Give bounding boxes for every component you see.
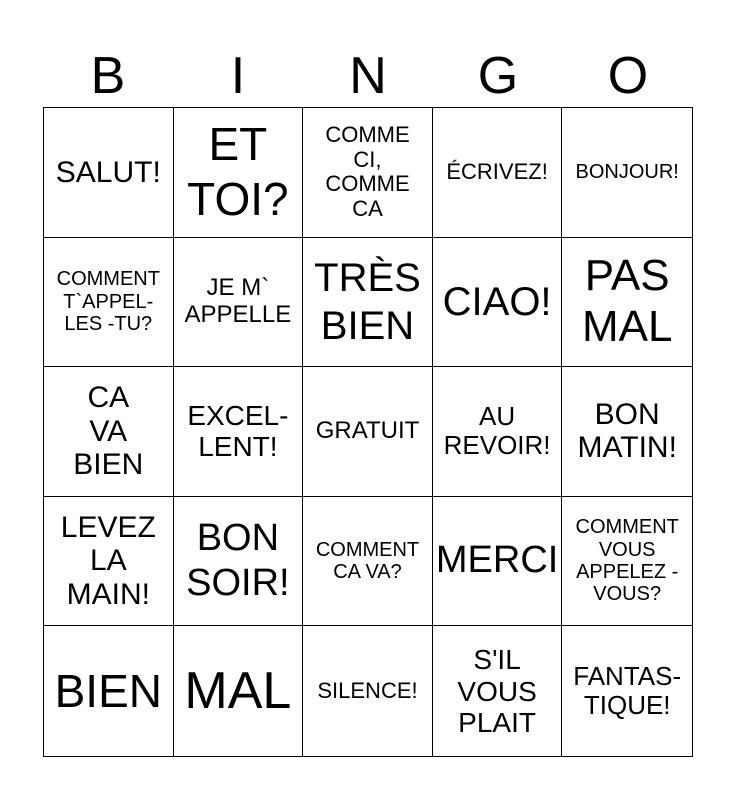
- cell-text: BONJOUR!: [575, 161, 679, 184]
- cell-text: AU REVOIR!: [443, 401, 551, 461]
- cell-text: CIAO!: [442, 279, 552, 324]
- bingo-cell[interactable]: [433, 497, 563, 627]
- cell-text: COMMENT CA VA?: [315, 538, 420, 584]
- cell-text: ET TOI?: [187, 118, 289, 226]
- header-letter-i: I: [230, 47, 246, 105]
- bingo-header: [43, 46, 693, 106]
- cell-text: S'IL VOUS PLAIT: [457, 644, 537, 738]
- cell-text: CA VA BIEN: [73, 381, 144, 482]
- cell-text: MERCI: [435, 539, 559, 582]
- bingo-cell[interactable]: [303, 108, 433, 238]
- bingo-cell[interactable]: [174, 367, 304, 497]
- cell-text: PAS MAL: [581, 251, 673, 351]
- cell-text: EXCEL- LENT!: [187, 400, 289, 463]
- cell-text: MAL: [184, 662, 292, 721]
- cell-text: ÉCRIVEZ!: [446, 158, 548, 184]
- bingo-cell[interactable]: [174, 626, 304, 756]
- cell-text: SILENCE!: [317, 677, 418, 703]
- cell-text: LEVEZ LA MAIN!: [60, 510, 156, 611]
- bingo-cell[interactable]: [303, 626, 433, 756]
- bingo-cell[interactable]: [562, 108, 692, 238]
- header-letter-o: O: [607, 47, 649, 105]
- bingo-cell[interactable]: [174, 497, 304, 627]
- bingo-cell[interactable]: [303, 238, 433, 368]
- cell-text: BIEN: [54, 664, 162, 717]
- cell-text: FANTAS- TIQUE!: [573, 661, 682, 721]
- bingo-cell[interactable]: [44, 238, 174, 368]
- bingo-cell[interactable]: [44, 108, 174, 238]
- bingo-cell[interactable]: [433, 626, 563, 756]
- cell-text: SALUT!: [55, 155, 161, 189]
- cell-text: BON MATIN!: [577, 397, 677, 465]
- cell-text: GRATUIT: [315, 417, 420, 445]
- cell-text: BON SOIR!: [186, 516, 290, 605]
- header-letter-b: B: [90, 47, 126, 105]
- bingo-cell[interactable]: [303, 367, 433, 497]
- cell-text: COMMENT T`APPEL- LES -TU?: [56, 268, 160, 336]
- bingo-cell[interactable]: [562, 626, 692, 756]
- cell-text: COMME CI, COMME CA: [325, 122, 410, 221]
- bingo-cell[interactable]: [44, 497, 174, 627]
- bingo-cell[interactable]: [174, 238, 304, 368]
- bingo-cell[interactable]: [433, 238, 563, 368]
- bingo-board: [43, 107, 693, 757]
- bingo-cell[interactable]: [562, 367, 692, 497]
- bingo-cell[interactable]: [174, 108, 304, 238]
- bingo-cell[interactable]: [433, 108, 563, 238]
- bingo-cell[interactable]: [433, 367, 563, 497]
- cell-text: TRÈS BIEN: [314, 255, 421, 348]
- bingo-cell[interactable]: [44, 367, 174, 497]
- header-letter-n: N: [349, 47, 387, 105]
- cell-text: JE M` APPELLE: [184, 274, 292, 328]
- bingo-cell[interactable]: [44, 626, 174, 756]
- bingo-cell[interactable]: [562, 497, 692, 627]
- cell-text: COMMENT VOUS APPELEZ - VOUS?: [575, 516, 679, 606]
- header-letter-g: G: [477, 47, 519, 105]
- bingo-cell[interactable]: [303, 497, 433, 627]
- bingo-cell[interactable]: [562, 238, 692, 368]
